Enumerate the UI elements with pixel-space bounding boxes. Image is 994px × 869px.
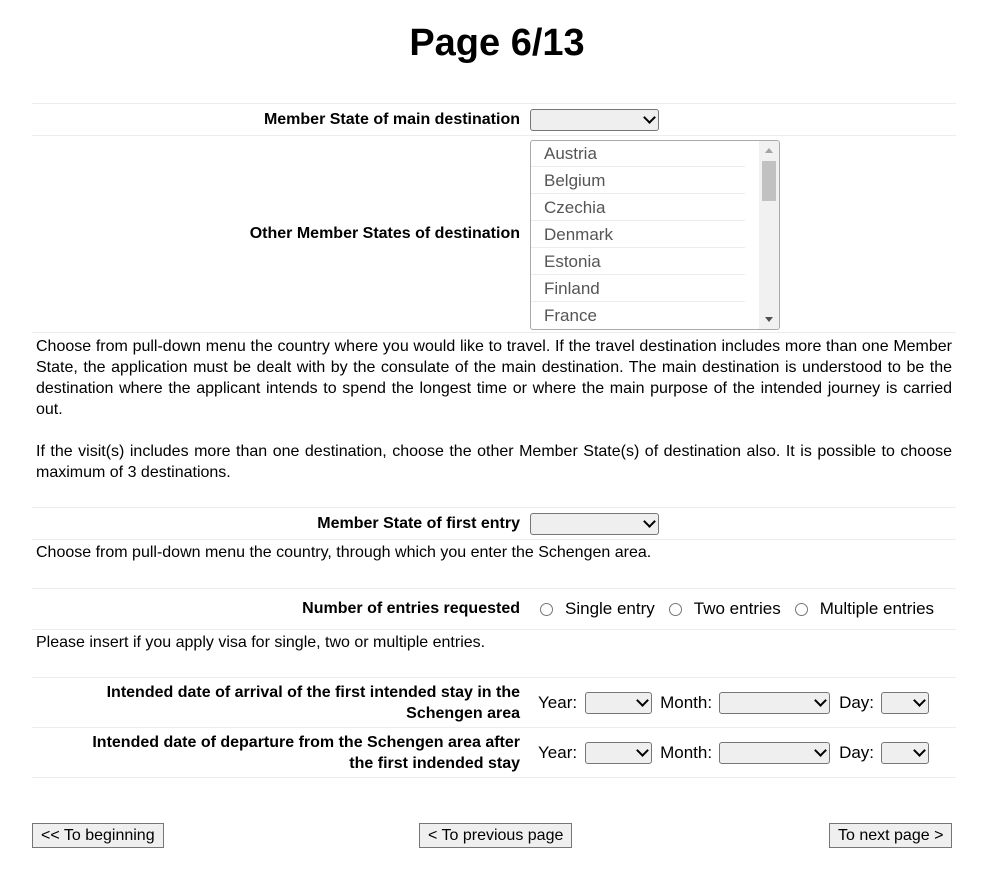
radio-circle[interactable]	[795, 603, 808, 616]
scroll-down-arrow-icon[interactable]	[765, 317, 773, 322]
list-item[interactable]: France	[544, 306, 597, 325]
departure-year-select[interactable]	[585, 742, 652, 764]
list-item[interactable]: Denmark	[531, 222, 745, 248]
arrival-label-line-2: Schengen area	[406, 704, 520, 722]
chevron-down-icon	[814, 744, 827, 757]
entries-help	[32, 629, 956, 677]
chevron-down-icon	[643, 111, 656, 124]
destination-help-paragraph-2: If the visit(s) includes more than one destination, choose the other Member State(s) of destination also. It is possible to choose maximum of 3 destinations.	[36, 443, 952, 481]
other-destinations-listbox[interactable]	[530, 140, 780, 330]
departure-label-line-1: Intended date of departure from the Schengen area after	[92, 733, 520, 751]
departure-year-label: Year:	[538, 742, 578, 762]
departure-month-select[interactable]	[719, 742, 830, 764]
entries-row	[32, 588, 956, 629]
list-item[interactable]: Austria	[531, 141, 745, 167]
list-item[interactable]: Estonia	[531, 249, 745, 275]
destination-help-paragraph-1: Choose from pull-down menu the country where you would like to travel. If the travel destination includes more than one Member State, the application must be dealt with by the consulate of the main destination. The main destination is understood to be the destination where the applicant intends to spend the longest time or where the main purpose of the intended journey is carried out.	[36, 338, 952, 418]
arrival-row	[32, 677, 956, 727]
departure-day-label: Day:	[839, 742, 875, 762]
single-entry-label: Single entry	[565, 599, 655, 618]
entries-help-text: Please insert if you apply visa for single, two or multiple entries.	[36, 634, 486, 651]
listbox-scrollbar[interactable]	[759, 141, 779, 329]
to-previous-page-button[interactable]: < To previous page	[419, 823, 572, 848]
departure-day-select[interactable]	[881, 742, 929, 764]
chevron-down-icon	[636, 694, 649, 707]
scrollbar-thumb[interactable]	[762, 161, 776, 201]
departure-label	[32, 728, 528, 777]
arrival-label-line-1: Intended date of arrival of the first intended stay in the	[106, 683, 520, 701]
chevron-down-icon	[814, 694, 827, 707]
main-destination-row	[32, 103, 956, 135]
scroll-up-arrow-icon[interactable]	[765, 148, 773, 153]
chevron-down-icon	[913, 744, 926, 757]
list-item[interactable]: Belgium	[531, 168, 745, 194]
multiple-entries-radio[interactable]	[795, 599, 934, 619]
radio-circle[interactable]	[540, 603, 553, 616]
two-entries-radio[interactable]	[669, 599, 781, 619]
arrival-month-select[interactable]	[719, 692, 830, 714]
first-entry-select[interactable]	[530, 513, 659, 535]
multiple-entries-label: Multiple entries	[819, 599, 935, 618]
single-entry-radio[interactable]	[540, 599, 655, 619]
entries-label: Number of entries requested	[302, 600, 520, 617]
to-beginning-button[interactable]: << To beginning	[32, 823, 164, 848]
first-entry-row	[32, 507, 956, 539]
list-item[interactable]: Finland	[531, 276, 745, 302]
other-destinations-row	[32, 135, 956, 332]
first-entry-label: Member State of first entry	[317, 514, 520, 532]
departure-label-line-2: the first indended stay	[349, 754, 520, 772]
list-item[interactable]: Czechia	[531, 195, 745, 221]
arrival-label	[32, 678, 528, 727]
destination-help	[32, 332, 956, 507]
arrival-year-select[interactable]	[585, 692, 652, 714]
page-title: Page 6/13	[409, 22, 585, 64]
departure-month-label: Month:	[660, 742, 713, 762]
first-entry-help-text: Choose from pull-down menu the country, through which you enter the Schengen area.	[36, 544, 652, 561]
other-destinations-label: Other Member States of destination	[249, 225, 520, 242]
two-entries-label: Two entries	[693, 599, 781, 618]
radio-circle[interactable]	[669, 603, 682, 616]
arrival-year-label: Year:	[538, 692, 578, 712]
arrival-day-label: Day:	[839, 692, 875, 712]
main-destination-select[interactable]	[530, 109, 659, 131]
departure-row	[32, 727, 956, 778]
to-next-page-button[interactable]: To next page >	[829, 823, 952, 848]
arrival-month-label: Month:	[660, 692, 713, 712]
chevron-down-icon	[913, 694, 926, 707]
chevron-down-icon	[643, 515, 656, 528]
chevron-down-icon	[636, 744, 649, 757]
first-entry-help	[32, 539, 956, 588]
arrival-day-select[interactable]	[881, 692, 929, 714]
travel-form	[32, 103, 956, 778]
main-destination-label: Member State of main destination	[263, 110, 520, 128]
